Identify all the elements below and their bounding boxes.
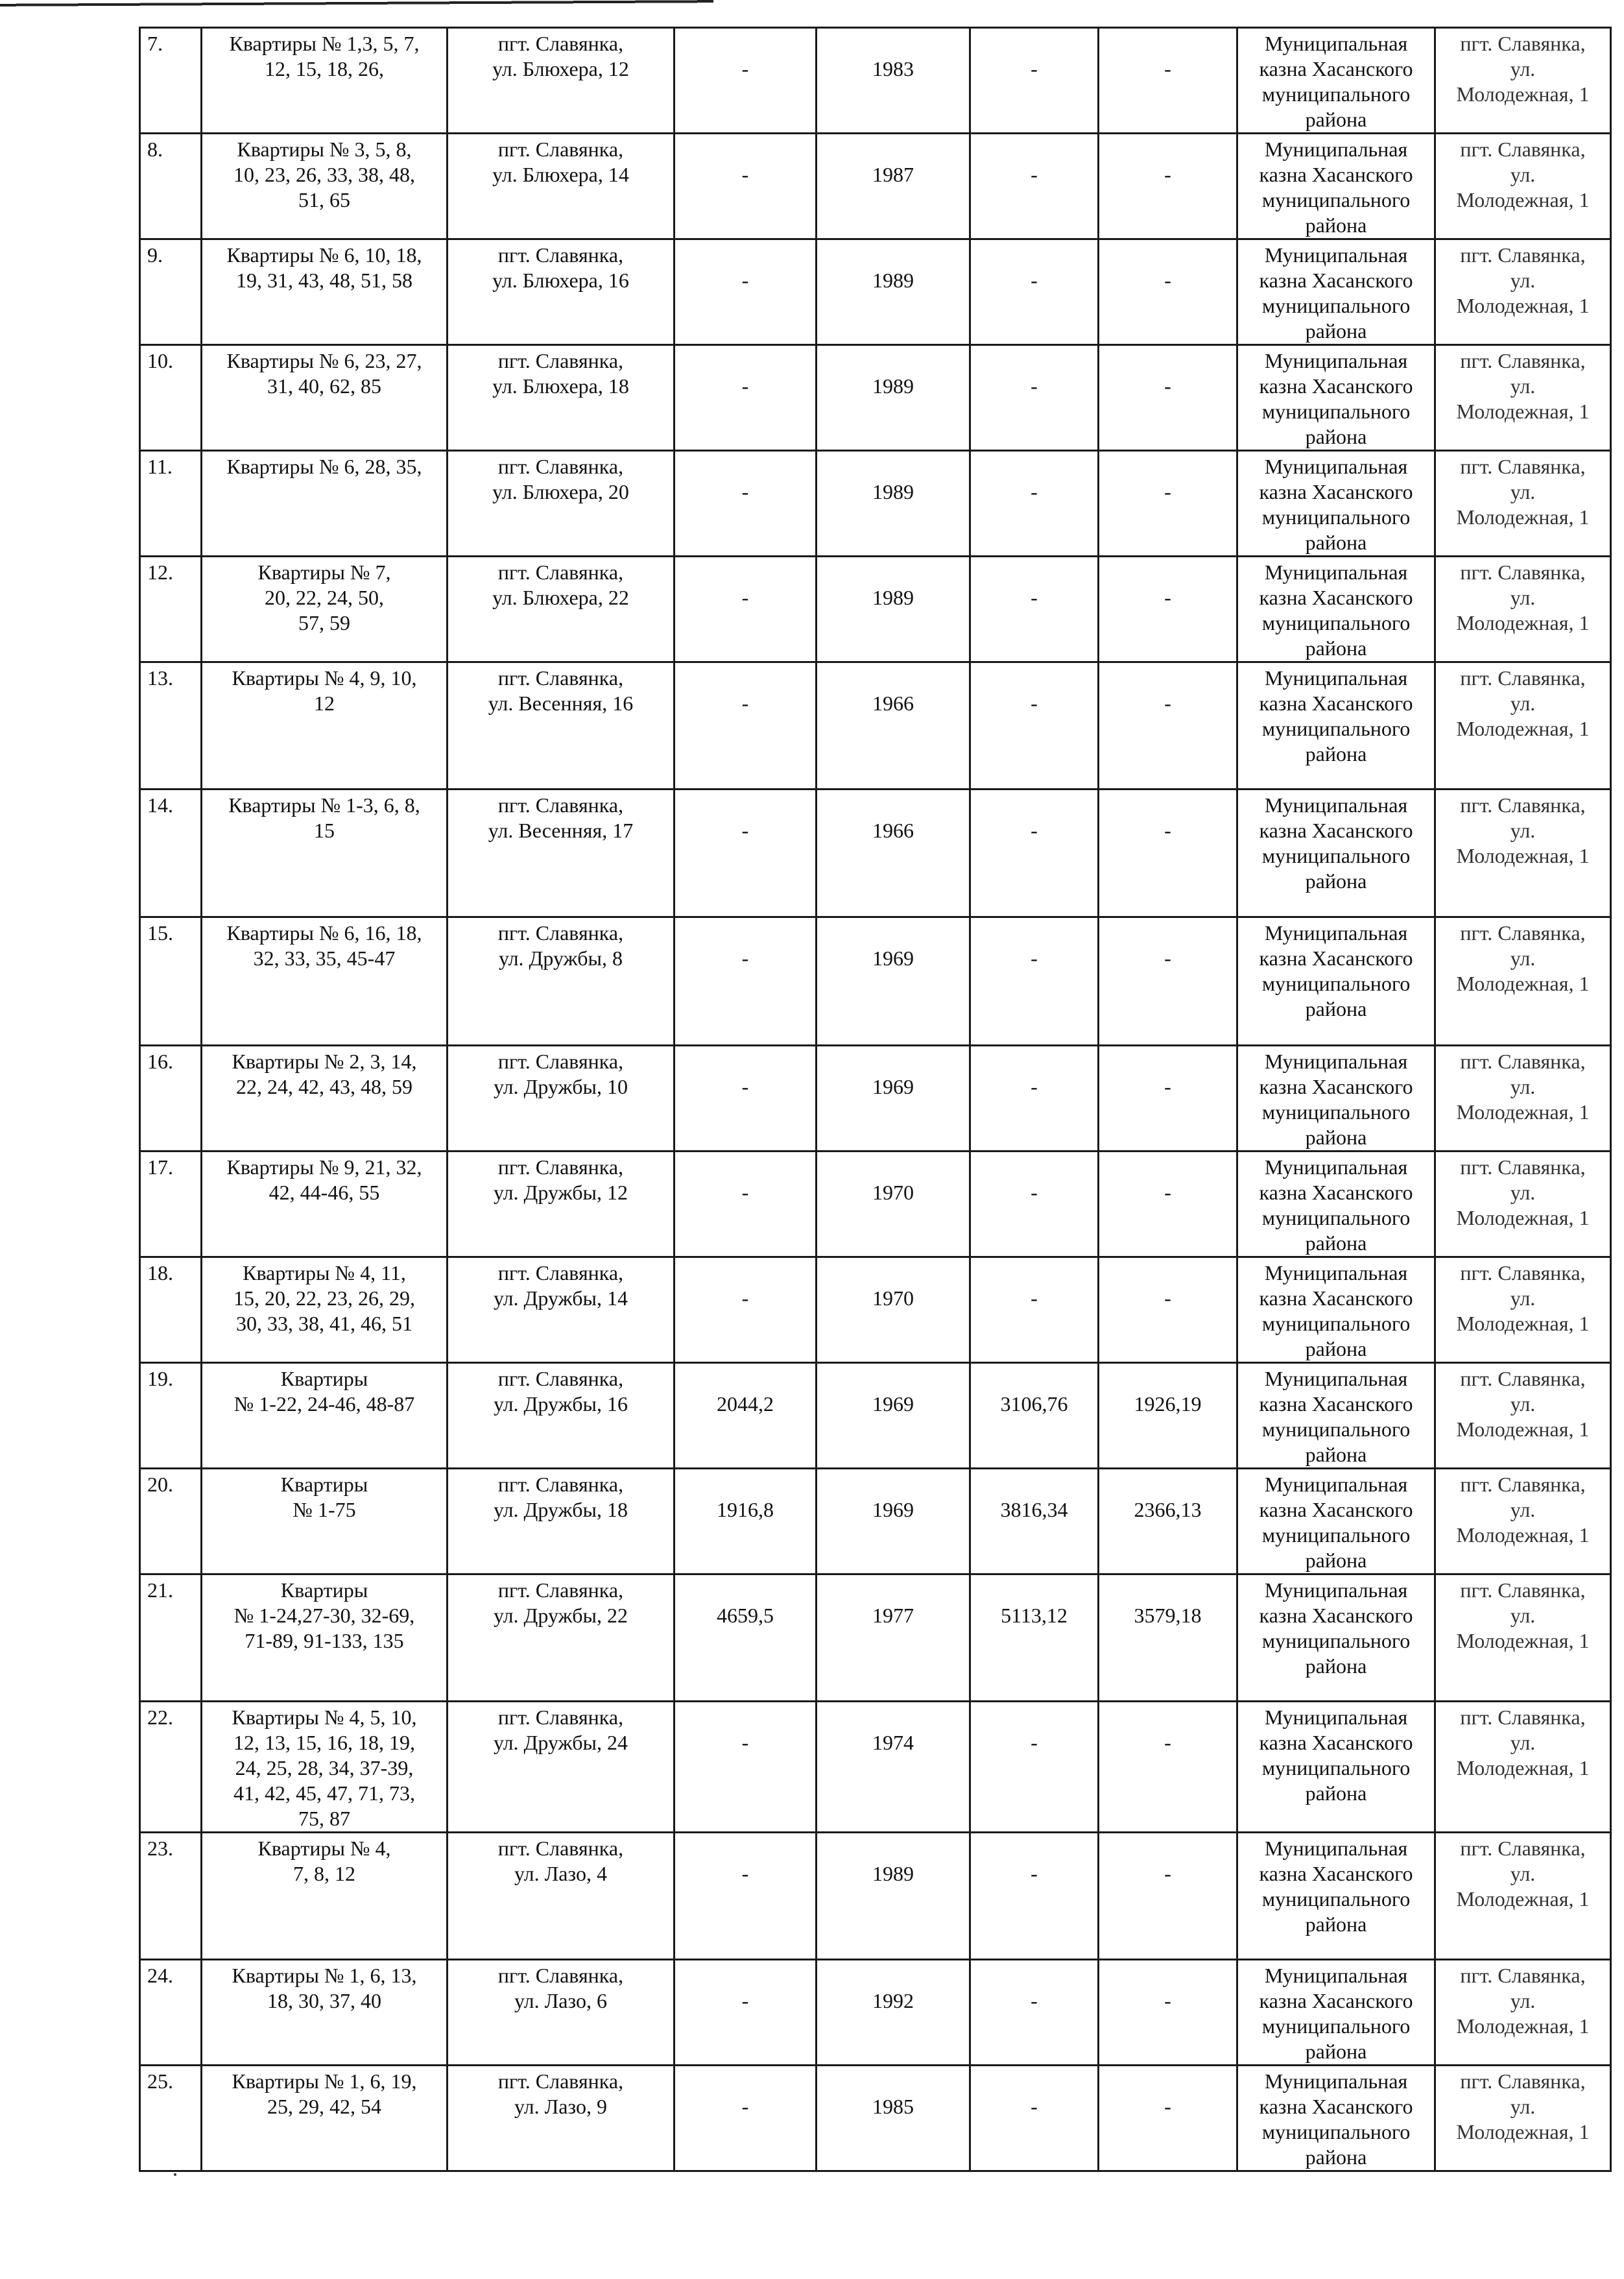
row-number-cell: 14. <box>140 790 202 917</box>
row-number-cell: 9. <box>140 239 202 345</box>
owner-address-cell: пгт. Славянка, ул. Молодежная, 1 <box>1435 1702 1611 1833</box>
residual-value-cell: - <box>1099 1960 1237 2066</box>
area-cell: - <box>675 790 817 917</box>
area-cell: - <box>675 134 817 239</box>
owner-cell: Муниципальная казна Хасанского муниципального района <box>1237 790 1435 917</box>
row-number-cell: 20. <box>140 1469 202 1574</box>
row-number-cell: 22. <box>140 1702 202 1833</box>
owner-address-cell: пгт. Славянка, ул. Молодежная, 1 <box>1435 1257 1611 1363</box>
year-built-cell: 1969 <box>817 1046 970 1152</box>
book-value-cell: 3816,34 <box>970 1469 1099 1574</box>
residual-value-cell: - <box>1099 28 1237 134</box>
book-value-cell: - <box>970 1960 1099 2066</box>
apartments-list-cell: Квартиры № 6, 28, 35, <box>202 451 448 557</box>
apartments-list-cell: Квартиры № 6, 16, 18, 32, 33, 35, 45-47 <box>202 917 448 1046</box>
owner-cell: Муниципальная казна Хасанского муниципального района <box>1237 1960 1435 2066</box>
area-cell: - <box>675 2066 817 2171</box>
area-cell: - <box>675 917 817 1046</box>
residual-value-cell: - <box>1099 662 1237 790</box>
area-cell: - <box>675 662 817 790</box>
area-cell: - <box>675 28 817 134</box>
row-number-cell: 12. <box>140 557 202 662</box>
residual-value-cell: - <box>1099 451 1237 557</box>
year-built-cell: 1989 <box>817 239 970 345</box>
row-number-cell: 16. <box>140 1046 202 1152</box>
address-cell: пгт. Славянка, ул. Блюхера, 12 <box>448 28 675 134</box>
owner-cell: Муниципальная казна Хасанского муниципального района <box>1237 1046 1435 1152</box>
owner-address-cell: пгт. Славянка, ул. Молодежная, 1 <box>1435 1046 1611 1152</box>
address-cell: пгт. Славянка, ул. Лазо, 6 <box>448 1960 675 2066</box>
table-row <box>140 1363 1611 1469</box>
area-cell: 4659,5 <box>675 1574 817 1702</box>
year-built-cell: 1987 <box>817 134 970 239</box>
apartments-list-cell: Квартиры № 1-3, 6, 8, 15 <box>202 790 448 917</box>
address-cell: пгт. Славянка, ул. Блюхера, 16 <box>448 239 675 345</box>
owner-cell: Муниципальная казна Хасанского муниципального района <box>1237 1574 1435 1702</box>
year-built-cell: 1977 <box>817 1574 970 1702</box>
owner-address-cell: пгт. Славянка, ул. Молодежная, 1 <box>1435 2066 1611 2171</box>
apartments-list-cell: Квартиры № 2, 3, 14, 22, 24, 42, 43, 48, 59 <box>202 1046 448 1152</box>
apartments-list-cell: Квартиры № 1-75 <box>202 1469 448 1574</box>
year-built-cell: 1989 <box>817 1833 970 1960</box>
area-cell: - <box>675 1702 817 1833</box>
owner-cell: Муниципальная казна Хасанского муниципального района <box>1237 239 1435 345</box>
table-row <box>140 1833 1611 1960</box>
book-value-cell: - <box>970 345 1099 451</box>
residual-value-cell: - <box>1099 917 1237 1046</box>
residual-value-cell: - <box>1099 1152 1237 1257</box>
table-row <box>140 662 1611 790</box>
owner-cell: Муниципальная казна Хасанского муниципального района <box>1237 451 1435 557</box>
owner-cell: Муниципальная казна Хасанского муниципального района <box>1237 662 1435 790</box>
row-number-cell: 17. <box>140 1152 202 1257</box>
row-number-cell: 7. <box>140 28 202 134</box>
scan-speck <box>174 2173 176 2176</box>
row-number-cell: 25. <box>140 2066 202 2171</box>
address-cell: пгт. Славянка, ул. Дружбы, 10 <box>448 1046 675 1152</box>
address-cell: пгт. Славянка, ул. Блюхера, 14 <box>448 134 675 239</box>
apartments-list-cell: Квартиры № 1, 6, 19, 25, 29, 42, 54 <box>202 2066 448 2171</box>
address-cell: пгт. Славянка, ул. Дружбы, 14 <box>448 1257 675 1363</box>
owner-cell: Муниципальная казна Хасанского муниципального района <box>1237 1469 1435 1574</box>
row-number-cell: 15. <box>140 917 202 1046</box>
book-value-cell: - <box>970 790 1099 917</box>
year-built-cell: 1969 <box>817 1469 970 1574</box>
area-cell: - <box>675 557 817 662</box>
address-cell: пгт. Славянка, ул. Весенняя, 17 <box>448 790 675 917</box>
owner-address-cell: пгт. Славянка, ул. Молодежная, 1 <box>1435 557 1611 662</box>
row-number-cell: 24. <box>140 1960 202 2066</box>
area-cell: - <box>675 239 817 345</box>
address-cell: пгт. Славянка, ул. Дружбы, 8 <box>448 917 675 1046</box>
apartments-list-cell: Квартиры № 4, 11, 15, 20, 22, 23, 26, 29, 30, 33, 38, 41, 46, 51 <box>202 1257 448 1363</box>
owner-cell: Муниципальная казна Хасанского муниципального района <box>1237 1152 1435 1257</box>
table-row <box>140 557 1611 662</box>
scan-edge-line <box>0 0 713 10</box>
table-row <box>140 1046 1611 1152</box>
book-value-cell: - <box>970 1046 1099 1152</box>
table-row <box>140 917 1611 1046</box>
year-built-cell: 1970 <box>817 1257 970 1363</box>
owner-address-cell: пгт. Славянка, ул. Молодежная, 1 <box>1435 1574 1611 1702</box>
address-cell: пгт. Славянка, ул. Дружбы, 22 <box>448 1574 675 1702</box>
year-built-cell: 1985 <box>817 2066 970 2171</box>
book-value-cell: - <box>970 557 1099 662</box>
row-number-cell: 18. <box>140 1257 202 1363</box>
row-number-cell: 21. <box>140 1574 202 1702</box>
table-row <box>140 134 1611 239</box>
apartments-list-cell: Квартиры № 1,3, 5, 7, 12, 15, 18, 26, <box>202 28 448 134</box>
year-built-cell: 1989 <box>817 557 970 662</box>
year-built-cell: 1974 <box>817 1702 970 1833</box>
apartments-list-cell: Квартиры № 6, 10, 18, 19, 31, 43, 48, 51, 58 <box>202 239 448 345</box>
owner-address-cell: пгт. Славянка, ул. Молодежная, 1 <box>1435 345 1611 451</box>
residual-value-cell: - <box>1099 790 1237 917</box>
owner-cell: Муниципальная казна Хасанского муниципального района <box>1237 28 1435 134</box>
owner-address-cell: пгт. Славянка, ул. Молодежная, 1 <box>1435 239 1611 345</box>
year-built-cell: 1970 <box>817 1152 970 1257</box>
address-cell: пгт. Славянка, ул. Дружбы, 18 <box>448 1469 675 1574</box>
book-value-cell: - <box>970 2066 1099 2171</box>
area-cell: 1916,8 <box>675 1469 817 1574</box>
owner-cell: Муниципальная казна Хасанского муниципального района <box>1237 1833 1435 1960</box>
owner-address-cell: пгт. Славянка, ул. Молодежная, 1 <box>1435 662 1611 790</box>
address-cell: пгт. Славянка, ул. Дружбы, 12 <box>448 1152 675 1257</box>
residual-value-cell: - <box>1099 1046 1237 1152</box>
table-row <box>140 1152 1611 1257</box>
book-value-cell: - <box>970 239 1099 345</box>
apartments-list-cell: Квартиры № 1, 6, 13, 18, 30, 37, 40 <box>202 1960 448 2066</box>
address-cell: пгт. Славянка, ул. Весенняя, 16 <box>448 662 675 790</box>
apartments-list-cell: Квартиры № 9, 21, 32, 42, 44-46, 55 <box>202 1152 448 1257</box>
address-cell: пгт. Славянка, ул. Блюхера, 20 <box>448 451 675 557</box>
table-row <box>140 239 1611 345</box>
apartments-list-cell: Квартиры № 1-22, 24-46, 48-87 <box>202 1363 448 1469</box>
owner-cell: Муниципальная казна Хасанского муниципального района <box>1237 2066 1435 2171</box>
year-built-cell: 1969 <box>817 1363 970 1469</box>
residual-value-cell: - <box>1099 2066 1237 2171</box>
book-value-cell: - <box>970 451 1099 557</box>
apartments-list-cell: Квартиры № 4, 7, 8, 12 <box>202 1833 448 1960</box>
address-cell: пгт. Славянка, ул. Лазо, 4 <box>448 1833 675 1960</box>
residual-value-cell: - <box>1099 1833 1237 1960</box>
owner-cell: Муниципальная казна Хасанского муниципального района <box>1237 1702 1435 1833</box>
apartments-list-cell: Квартиры № 3, 5, 8, 10, 23, 26, 33, 38, 48, 51, 65 <box>202 134 448 239</box>
book-value-cell: - <box>970 917 1099 1046</box>
apartments-list-cell: Квартиры № 1-24,27-30, 32-69, 71-89, 91-133, 135 <box>202 1574 448 1702</box>
table-row <box>140 790 1611 917</box>
apartments-list-cell: Квартиры № 6, 23, 27, 31, 40, 62, 85 <box>202 345 448 451</box>
table-row <box>140 1960 1611 2066</box>
address-cell: пгт. Славянка, ул. Блюхера, 22 <box>448 557 675 662</box>
book-value-cell: - <box>970 662 1099 790</box>
owner-address-cell: пгт. Славянка, ул. Молодежная, 1 <box>1435 1960 1611 2066</box>
owner-cell: Муниципальная казна Хасанского муниципального района <box>1237 917 1435 1046</box>
table-body <box>140 28 1611 2171</box>
area-cell: - <box>675 451 817 557</box>
area-cell: - <box>675 1257 817 1363</box>
area-cell: - <box>675 345 817 451</box>
owner-address-cell: пгт. Славянка, ул. Молодежная, 1 <box>1435 451 1611 557</box>
owner-address-cell: пгт. Славянка, ул. Молодежная, 1 <box>1435 1152 1611 1257</box>
book-value-cell: 5113,12 <box>970 1574 1099 1702</box>
residual-value-cell: - <box>1099 239 1237 345</box>
row-number-cell: 19. <box>140 1363 202 1469</box>
residual-value-cell: - <box>1099 345 1237 451</box>
table-row <box>140 345 1611 451</box>
table-row <box>140 28 1611 134</box>
owner-cell: Муниципальная казна Хасанского муниципального района <box>1237 1363 1435 1469</box>
address-cell: пгт. Славянка, ул. Дружбы, 16 <box>448 1363 675 1469</box>
table-row <box>140 1702 1611 1833</box>
property-table <box>139 27 1612 2172</box>
residual-value-cell: 1926,19 <box>1099 1363 1237 1469</box>
apartments-list-cell: Квартиры № 4, 5, 10, 12, 13, 15, 16, 18, 19, 24, 25, 28, 34, 37-39, 41, 42, 45, 47, 71, 73, 75, 87 <box>202 1702 448 1833</box>
address-cell: пгт. Славянка, ул. Блюхера, 18 <box>448 345 675 451</box>
table-row <box>140 451 1611 557</box>
book-value-cell: 3106,76 <box>970 1363 1099 1469</box>
table-row <box>140 1469 1611 1574</box>
owner-address-cell: пгт. Славянка, ул. Молодежная, 1 <box>1435 134 1611 239</box>
area-cell: 2044,2 <box>675 1363 817 1469</box>
residual-value-cell: - <box>1099 557 1237 662</box>
area-cell: - <box>675 1833 817 1960</box>
owner-address-cell: пгт. Славянка, ул. Молодежная, 1 <box>1435 28 1611 134</box>
table-row <box>140 1257 1611 1363</box>
owner-address-cell: пгт. Славянка, ул. Молодежная, 1 <box>1435 917 1611 1046</box>
year-built-cell: 1966 <box>817 790 970 917</box>
apartments-list-cell: Квартиры № 4, 9, 10, 12 <box>202 662 448 790</box>
book-value-cell: - <box>970 1702 1099 1833</box>
year-built-cell: 1966 <box>817 662 970 790</box>
area-cell: - <box>675 1046 817 1152</box>
residual-value-cell: 3579,18 <box>1099 1574 1237 1702</box>
row-number-cell: 10. <box>140 345 202 451</box>
owner-cell: Муниципальная казна Хасанского муниципального района <box>1237 345 1435 451</box>
row-number-cell: 13. <box>140 662 202 790</box>
owner-cell: Муниципальная казна Хасанского муниципального района <box>1237 1257 1435 1363</box>
row-number-cell: 23. <box>140 1833 202 1960</box>
owner-address-cell: пгт. Славянка, ул. Молодежная, 1 <box>1435 1469 1611 1574</box>
row-number-cell: 11. <box>140 451 202 557</box>
owner-cell: Муниципальная казна Хасанского муниципального района <box>1237 134 1435 239</box>
table-row <box>140 1574 1611 1702</box>
apartments-list-cell: Квартиры № 7, 20, 22, 24, 50, 57, 59 <box>202 557 448 662</box>
year-built-cell: 1989 <box>817 451 970 557</box>
owner-cell: Муниципальная казна Хасанского муниципального района <box>1237 557 1435 662</box>
address-cell: пгт. Славянка, ул. Дружбы, 24 <box>448 1702 675 1833</box>
book-value-cell: - <box>970 1257 1099 1363</box>
area-cell: - <box>675 1152 817 1257</box>
table-row <box>140 2066 1611 2171</box>
row-number-cell: 8. <box>140 134 202 239</box>
year-built-cell: 1969 <box>817 917 970 1046</box>
year-built-cell: 1992 <box>817 1960 970 2066</box>
book-value-cell: - <box>970 1152 1099 1257</box>
area-cell: - <box>675 1960 817 2066</box>
owner-address-cell: пгт. Славянка, ул. Молодежная, 1 <box>1435 790 1611 917</box>
residual-value-cell: - <box>1099 1702 1237 1833</box>
owner-address-cell: пгт. Славянка, ул. Молодежная, 1 <box>1435 1833 1611 1960</box>
residual-value-cell: 2366,13 <box>1099 1469 1237 1574</box>
residual-value-cell: - <box>1099 1257 1237 1363</box>
book-value-cell: - <box>970 134 1099 239</box>
book-value-cell: - <box>970 1833 1099 1960</box>
year-built-cell: 1989 <box>817 345 970 451</box>
residual-value-cell: - <box>1099 134 1237 239</box>
book-value-cell: - <box>970 28 1099 134</box>
address-cell: пгт. Славянка, ул. Лазо, 9 <box>448 2066 675 2171</box>
year-built-cell: 1983 <box>817 28 970 134</box>
owner-address-cell: пгт. Славянка, ул. Молодежная, 1 <box>1435 1363 1611 1469</box>
